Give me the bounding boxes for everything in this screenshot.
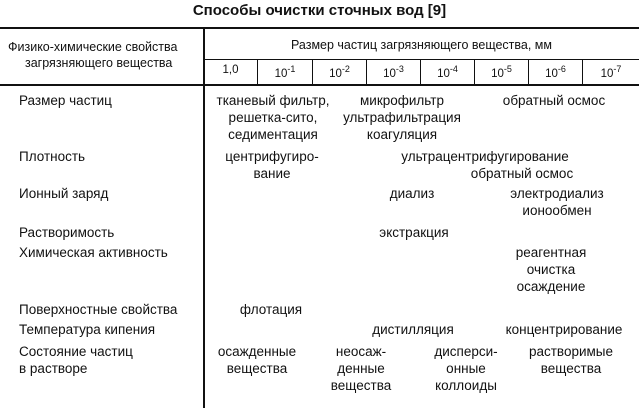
- ionic-method-b2: ионообмен: [522, 203, 592, 218]
- column-label: 1,0: [222, 64, 239, 76]
- density-method-a2: вание: [253, 166, 291, 181]
- columns-top-rule: [203, 59, 639, 60]
- state-method-c2: онные: [446, 361, 486, 376]
- header-right-title: Размер частиц загрязняющего вещества, мм: [290, 38, 552, 52]
- size-method-b2: ультрафильтрация: [343, 110, 461, 125]
- row-label-chemical: Химическая активность: [19, 245, 168, 260]
- chemical-method-a3: осаждение: [516, 279, 586, 294]
- table-title: Способы очистки сточных вод [9]: [192, 2, 447, 19]
- column-label: $10^{-5}$: [491, 64, 512, 80]
- column-label: $10^{-7}$: [600, 64, 622, 80]
- chemical-method-a1: реагентная: [515, 245, 587, 260]
- size-method-b3: коагуляция: [366, 127, 438, 142]
- ionic-method-a1: диализ: [389, 186, 435, 201]
- size-method-a2: решетка-сито,: [228, 110, 318, 125]
- row-label-state-line2: в растворе: [19, 361, 88, 376]
- header-left-line1: Физико-химические свойства: [8, 40, 178, 54]
- state-method-a1: осажденные: [217, 344, 297, 359]
- state-method-b2: денные: [337, 361, 385, 376]
- solubility-method-a1: экстракция: [379, 225, 449, 240]
- ionic-method-b1: электродиализ: [510, 186, 604, 201]
- row-label-density: Плотность: [19, 149, 86, 164]
- size-method-a1: тканевый фильтр,: [216, 93, 330, 108]
- header-bottom-rule: [0, 84, 639, 86]
- surface-method-a1: флотация: [239, 302, 303, 317]
- size-method-b1: микрофильтр: [360, 93, 444, 108]
- state-method-d1: растворимые: [528, 344, 614, 359]
- column-label: $10^{-3}$: [383, 64, 404, 80]
- size-method-c1: обратный осмос: [502, 93, 606, 108]
- density-method-b2: обратный осмос: [470, 166, 574, 181]
- row-label-size: Размер частиц: [19, 93, 112, 108]
- state-method-d2: вещества: [540, 361, 602, 376]
- state-method-c1: дисперси-: [434, 344, 498, 359]
- boiling-method-b1: концентрирование: [505, 322, 623, 337]
- column-label: $10^{-4}$: [437, 64, 458, 80]
- size-method-a3: седиментация: [228, 127, 318, 142]
- state-method-b3: вещества: [330, 378, 392, 393]
- column-label: $10^{-2}$: [329, 64, 350, 80]
- row-label-state-line1: Состояние частиц: [19, 344, 133, 359]
- column-label: $10^{-1}$: [274, 64, 296, 80]
- density-method-a1: центрифугиро-: [225, 149, 319, 164]
- state-method-c3: коллоиды: [435, 378, 497, 393]
- chemical-method-a2: очистка: [526, 262, 576, 277]
- state-method-b1: неосаж-: [335, 344, 387, 359]
- density-method-b1: ультрацентрифугирование: [401, 149, 569, 164]
- header-vertical-divider: [203, 27, 205, 408]
- row-label-solubility: Растворимость: [19, 225, 115, 240]
- row-label-surface: Поверхностные свойства: [19, 302, 178, 317]
- row-label-boiling: Температура кипения: [19, 322, 156, 337]
- header-left-line2: загрязняющего вещества: [25, 56, 173, 70]
- state-method-a2: вещества: [226, 361, 288, 376]
- boiling-method-a1: дистилляция: [372, 322, 454, 337]
- row-label-ionic: Ионный заряд: [19, 186, 109, 201]
- column-label: $10^{-6}$: [545, 64, 566, 80]
- top-rule: [0, 27, 639, 29]
